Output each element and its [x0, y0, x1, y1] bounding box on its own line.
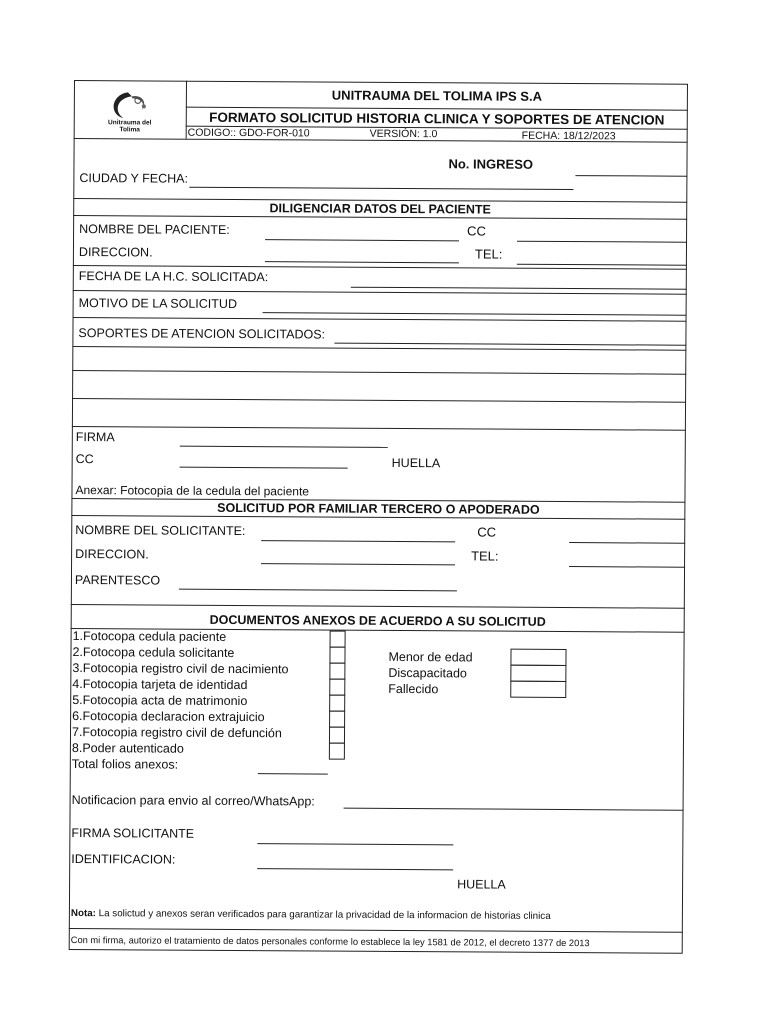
condition-checkbox[interactable] [510, 649, 566, 666]
patient-cc-label: CC [467, 223, 486, 239]
huella-label: HUELLA [391, 455, 441, 471]
document-item: 1.Fotocopa cedula paciente [72, 629, 227, 644]
documents-checkboxes [329, 631, 346, 759]
conditions-checkboxes [510, 649, 566, 699]
document-item: 3.Fotocopia registro civil de nacimiento [72, 661, 289, 677]
total-folios-label: Total folios anexos: [71, 756, 179, 772]
condition-deceased-label: Fallecido [388, 681, 439, 697]
document-checkbox[interactable] [330, 631, 346, 648]
note-label: Nota: [70, 907, 96, 920]
hc-date-label: FECHA DE LA H.C. SOLICITADA: [78, 269, 269, 285]
patient-section-title: DILIGENCIAR DATOS DEL PACIENTE [269, 201, 491, 217]
patient-address-label: DIRECCION. [78, 245, 153, 260]
requester-name-label: NOMBRE DEL SOLICITANTE: [75, 523, 246, 539]
patient-tel-label: TEL: [474, 246, 503, 262]
signature-cc-label: CC [75, 452, 94, 467]
document-item: 5.Fotocopia acta de matrimonio [72, 693, 248, 709]
supports-label: SOPORTES DE ATENCION SOLICITADOS: [78, 326, 326, 342]
form-version: VERSIÓN: 1.0 [369, 127, 438, 141]
document-item: 6.Fotocopia declaracion extrajuicio [72, 709, 265, 725]
request-form [69, 80, 688, 954]
document-checkbox[interactable] [329, 711, 345, 728]
condition-checkbox[interactable] [510, 681, 566, 698]
relation-label: PARENTESCO [74, 573, 161, 588]
condition-disabled-label: Discapacitado [388, 665, 467, 681]
documents-section-title: DOCUMENTOS ANEXOS DE ACUERDO A SU SOLICITUD [209, 612, 546, 629]
document-item: 8.Poder autenticado [71, 740, 184, 756]
note-text: La solictud y anexos seran verificados para garantizar la privacidad de la informacion de historias clinica [98, 908, 551, 922]
identificacion-label: IDENTIFICACION: [71, 851, 176, 867]
annex-note: Anexar: Fotocopia de la cedula del paciente [75, 483, 310, 499]
document-checkbox[interactable] [329, 663, 345, 680]
firma-label: FIRMA [75, 430, 115, 445]
requester-cc-label: CC [477, 524, 497, 540]
logo [98, 86, 168, 134]
document-checkbox[interactable] [329, 695, 345, 712]
third-party-section-title: SOLICITUD POR FAMILIAR TERCERO O APODERADO [217, 500, 540, 517]
condition-minor-label: Menor de edad [388, 649, 473, 665]
requester-tel-label: TEL: [471, 548, 499, 564]
consent-text: Con mi firma, autorizo el tratamiento de datos personales conforme lo establece la ley 1581 de 2012, el decreto 1377 de 2013 [70, 934, 590, 949]
privacy-note [71, 906, 551, 924]
document-checkbox[interactable] [329, 743, 345, 760]
patient-name-label: NOMBRE DEL PACIENTE: [79, 222, 230, 237]
document-checkbox[interactable] [329, 727, 345, 744]
requester-address-label: DIRECCION. [75, 547, 149, 562]
company-name: UNITRAUMA DEL TOLIMA IPS S.A [331, 87, 543, 104]
ingreso-label: No. INGRESO [448, 156, 534, 172]
form-date: FECHA: 18/12/2023 [521, 129, 616, 143]
reason-label: MOTIVO DE LA SOLICITUD [78, 296, 238, 311]
document-item: 4.Fotocopia tarjeta de identidad [72, 677, 248, 693]
form-title: FORMATO SOLICITUD HISTORIA CLINICA Y SOPORTES DE ATENCION [209, 109, 665, 128]
document-checkbox[interactable] [329, 647, 345, 664]
closing-huella-label: HUELLA [457, 877, 506, 892]
firma-solicitante-label: FIRMA SOLICITANTE [71, 825, 195, 841]
document-item: 7.Fotocopia registro civil de defunción [71, 725, 282, 741]
condition-checkbox[interactable] [510, 665, 566, 682]
document-checkbox[interactable] [329, 679, 345, 696]
form-code: CODIGO:: GDO-FOR-010 [187, 126, 310, 140]
ciudad-label: CIUDAD Y FECHA: [79, 171, 189, 186]
notify-label: Notificacion para envio al correo/WhatsApp: [71, 792, 315, 809]
document-item: 2.Fotocopa cedula solicitante [72, 645, 235, 660]
logo-text: Unitrauma del Tolima [108, 119, 152, 134]
